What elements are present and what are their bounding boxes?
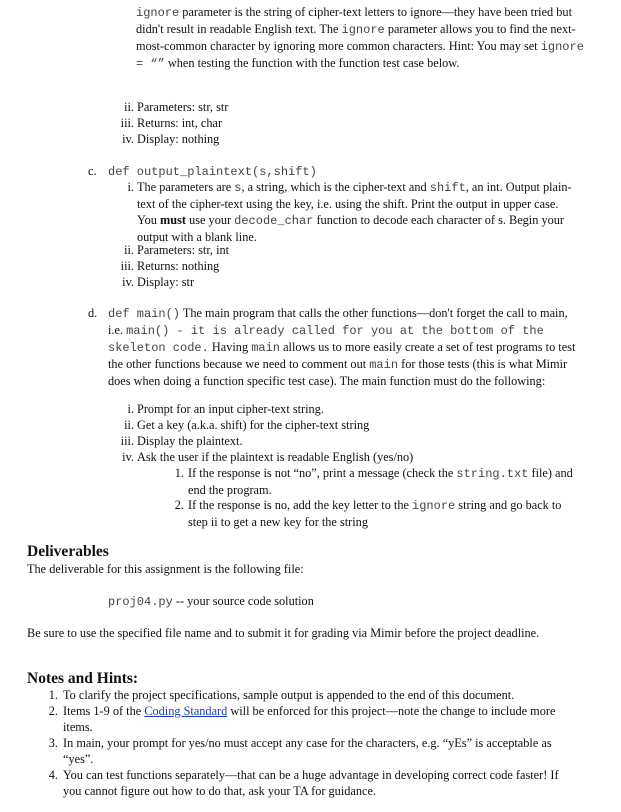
list-item: Display the plaintext. xyxy=(137,434,243,448)
list-item: Get a key (a.k.a. shift) for the cipher-text string xyxy=(137,418,370,432)
note-num: 2. xyxy=(48,704,58,718)
note-item: In main, your prompt for yes/no must accept any case for the characters, e.g. “yEs” is acceptable as “yes”. xyxy=(63,736,552,766)
list-item: Parameters: str, int xyxy=(137,243,230,257)
text: , an int. Output plain-text of the cipher-text using the key, i.e. using the shift. Print the output in upper case. You xyxy=(137,180,572,227)
text: function to decode each character of s. Begin your output with a blank line. xyxy=(137,212,564,244)
code: def main() xyxy=(108,307,181,321)
coding-standard-link[interactable]: Coding Standard xyxy=(144,704,228,718)
text: file) and end the program. xyxy=(188,466,573,497)
list-num: iii. xyxy=(120,116,134,130)
list-item: Returns: nothing xyxy=(137,259,220,273)
notes-heading: Notes and Hints: xyxy=(27,670,139,687)
text: If the response is no, add the key letter to the xyxy=(188,498,413,512)
text: parameter allows you to find the next-most-common character by ignoring more common characters. Hint: You may set xyxy=(136,21,576,53)
text: for those tests (this is what Mimir does when doing a function specific test case). The main function must do the following: xyxy=(108,356,568,388)
text: , a string, which is the cipher-text and xyxy=(241,180,430,194)
output-plaintext-description xyxy=(137,180,577,246)
text: allows us to more easily create a set of test programs to test the other functions because we need to comment out xyxy=(108,339,576,371)
code-ignore: ignore xyxy=(136,6,180,20)
deliverables-intro: The deliverable for this assignment is the following file: xyxy=(27,562,304,576)
code: main xyxy=(251,340,280,355)
text: will be enforced for this project—note the change to include more items. xyxy=(63,704,556,734)
code: decode_char xyxy=(234,213,314,228)
list-num: iii. xyxy=(120,434,134,448)
deliverables-note: Be sure to use the specified file name and to submit it for grading via Mimir before the project deadline. xyxy=(27,626,540,640)
note-item: You can test functions separately—that can be a huge advantage in developing correct code faster! If you cannot figure out how to do that, ask your TA for guidance. xyxy=(63,768,559,798)
text: parameter is the string of cipher-text letters to ignore—they have been tried but didn't result in readable English text. The xyxy=(136,5,572,36)
note-num: 1. xyxy=(48,688,58,702)
text: use your xyxy=(186,212,235,227)
text: when testing the function with the function test case below. xyxy=(164,55,460,70)
code: ignore xyxy=(412,499,456,513)
list-item: Parameters: str, str xyxy=(137,100,229,114)
list-num: ii. xyxy=(124,418,134,432)
text: string and go back to step ii to get a new key for the string xyxy=(188,498,562,529)
text: Having xyxy=(208,339,252,354)
code: main xyxy=(369,357,399,372)
text: The parameters are xyxy=(137,180,235,194)
list-num: i. xyxy=(127,402,134,416)
text: The main program that calls the other functions—don't forget the call to main, i.e. xyxy=(108,306,568,337)
list-item: Prompt for an input cipher-text string. xyxy=(137,402,324,416)
note-item xyxy=(63,704,579,736)
list-item: Returns: int, char xyxy=(137,116,223,130)
ignore-description xyxy=(136,5,584,73)
list-item: Ask the user if the plaintext is readable English (yes/no) xyxy=(137,450,414,464)
emphasis: must xyxy=(160,212,186,227)
function-header xyxy=(108,164,317,181)
text: -- your source code solution xyxy=(172,594,314,608)
code: proj04.py xyxy=(108,595,173,609)
list-num: i. xyxy=(127,180,134,194)
note-num: 3. xyxy=(48,736,58,750)
note-item: To clarify the project specifications, sample output is appended to the end of this document. xyxy=(63,688,515,702)
list-num: iv. xyxy=(122,132,134,146)
list-num: ii. xyxy=(124,243,134,257)
main-description xyxy=(108,306,580,390)
code: string.txt xyxy=(456,467,529,481)
sub-num: 2. xyxy=(174,498,184,512)
note-num: 4. xyxy=(48,768,58,782)
section-letter: c. xyxy=(88,164,97,178)
sub-item xyxy=(188,498,572,531)
text: If the response is not “no”, print a message (check the xyxy=(188,466,457,480)
list-item: Display: nothing xyxy=(137,132,220,146)
code-ignore-empty: ignore = “” xyxy=(136,39,584,71)
list-num: ii. xyxy=(124,100,134,114)
code-ignore: ignore xyxy=(341,22,385,37)
list-num: iv. xyxy=(122,450,134,464)
list-num: iv. xyxy=(122,275,134,289)
code: def output_plaintext(s,shift) xyxy=(108,165,317,179)
text: Items 1-9 of the xyxy=(63,704,145,718)
deliverable-file xyxy=(108,594,314,611)
list-item: Display: str xyxy=(137,275,195,289)
code: shift xyxy=(429,181,466,195)
code: main() - it is already called for you at the bottom of the skeleton code. xyxy=(108,323,544,355)
list-num: iii. xyxy=(120,259,134,273)
section-letter: d. xyxy=(88,306,98,320)
deliverables-heading: Deliverables xyxy=(27,543,109,560)
sub-num: 1. xyxy=(174,466,184,480)
code: s xyxy=(234,181,242,195)
sub-item xyxy=(188,466,580,499)
